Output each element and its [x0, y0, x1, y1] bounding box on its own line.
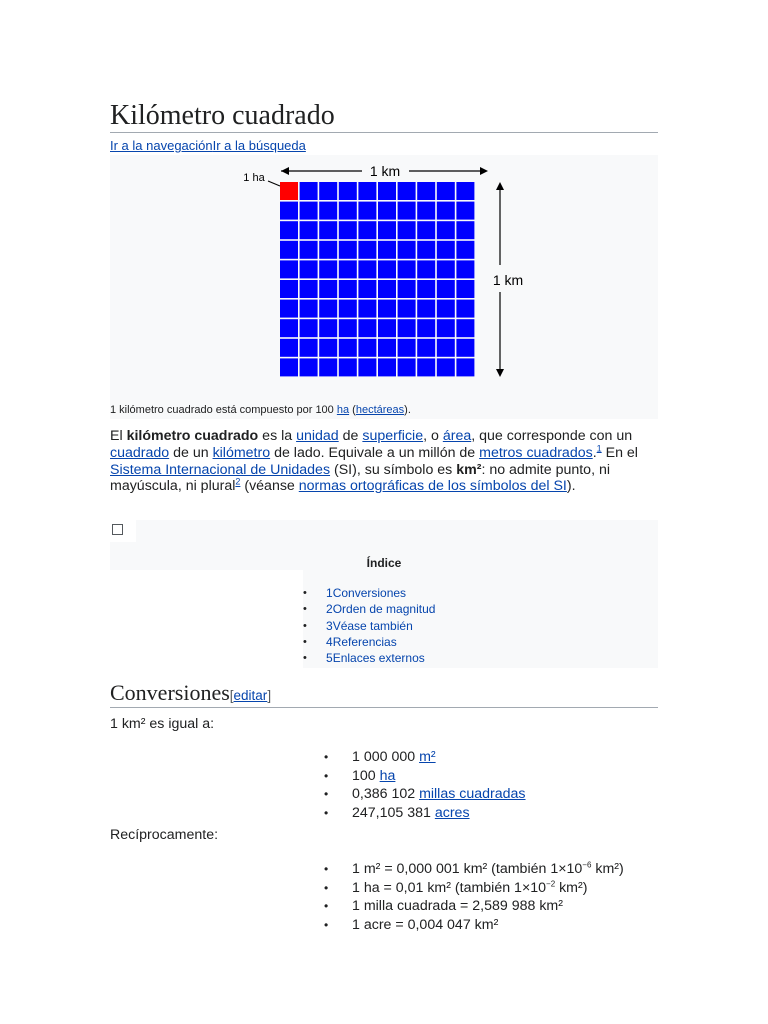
list-item	[324, 748, 526, 767]
hectare-cell	[417, 300, 435, 318]
hectare-cell	[339, 260, 357, 278]
toc-item-referencias[interactable]	[303, 634, 435, 650]
hectare-cell	[300, 300, 318, 318]
hectare-cell	[456, 221, 474, 239]
hectare-cell	[358, 202, 376, 220]
toc-list	[303, 585, 435, 666]
hectare-cell	[358, 241, 376, 259]
hectare-cell	[437, 202, 455, 220]
title-divider	[110, 132, 658, 133]
hectare-cell	[319, 300, 337, 318]
section-divider	[110, 707, 658, 708]
hectare-cell	[339, 221, 357, 239]
hectare-cell	[456, 300, 474, 318]
hectare-cell	[300, 182, 318, 200]
intro-term-bold: kilómetro cuadrado	[126, 428, 259, 444]
intro-text: En el	[601, 444, 638, 461]
hectare-cell	[437, 260, 455, 278]
toc-number: 4	[326, 634, 333, 649]
hectare-cell	[456, 241, 474, 259]
symbol-bold: km²	[456, 461, 482, 478]
hectare-label: 1 ha	[243, 172, 265, 184]
height-arrowhead-bottom	[496, 369, 504, 377]
hectare-cell	[456, 182, 474, 200]
hectare-cell	[319, 202, 337, 220]
caption-text: ).	[404, 404, 411, 416]
hectare-cell	[358, 221, 376, 239]
hectare-cell	[417, 182, 435, 200]
edit-bracket: ]	[267, 688, 272, 703]
kilometro-link[interactable]: kilómetro	[212, 444, 271, 461]
caption-text: 1 kilómetro cuadrado está compuesto por 100	[110, 404, 337, 416]
width-label: 1 km	[369, 163, 401, 179]
figure-caption	[110, 404, 411, 416]
hectare-highlight-cell	[280, 182, 298, 200]
hectare-cell	[378, 260, 396, 278]
section-heading-conversiones	[110, 680, 271, 706]
toc-label[interactable]: Orden de magnitud	[332, 602, 436, 617]
acres-link[interactable]: acres	[434, 805, 470, 822]
hectare-cell	[339, 202, 357, 220]
hectare-pointer	[268, 181, 280, 186]
intro-text: .	[592, 444, 597, 461]
hectare-cell	[456, 358, 474, 376]
hectare-cell	[319, 319, 337, 337]
hectare-cell	[280, 339, 298, 357]
hectare-cell	[417, 260, 435, 278]
hectare-cell	[339, 339, 357, 357]
list-item	[324, 785, 526, 804]
hectare-cell	[398, 182, 416, 200]
table-of-contents	[110, 520, 658, 668]
conversion-list	[324, 748, 526, 823]
intro-text: de lado. Equivale a un millón de	[270, 444, 480, 461]
hectare-cell	[398, 358, 416, 376]
intro-paragraph	[110, 428, 662, 495]
hectare-cell	[378, 280, 396, 298]
hectare-cell	[358, 300, 376, 318]
hectare-grid	[280, 182, 474, 376]
hectare-cell	[300, 280, 318, 298]
hectare-cell	[339, 358, 357, 376]
hectare-cell	[358, 339, 376, 357]
hectare-cell	[378, 221, 396, 239]
hectare-cell	[358, 260, 376, 278]
hectare-cell	[398, 241, 416, 259]
reference-1-link[interactable]: 1	[596, 443, 602, 454]
hectare-cell	[437, 339, 455, 357]
hectare-cell	[437, 221, 455, 239]
hectare-cell	[456, 339, 474, 357]
hectare-cell	[417, 202, 435, 220]
hectare-cell	[319, 241, 337, 259]
hectare-cell	[398, 300, 416, 318]
list-text: 1 m² = 0,000 001 km² (también 1×10	[352, 861, 583, 877]
hectare-cell	[417, 280, 435, 298]
list-value: 1 000 000	[352, 749, 420, 765]
width-arrowhead-right	[480, 167, 488, 175]
list-item	[324, 767, 526, 786]
toc-label[interactable]: Enlaces externos	[332, 651, 425, 666]
caption-hectareas-link[interactable]: hectáreas	[355, 404, 405, 416]
hectare-cell	[300, 339, 318, 357]
intro-text: de un	[169, 444, 213, 461]
normas-si-link[interactable]: normas ortográficas de los símbolos del SI	[298, 478, 567, 495]
hectare-cell	[358, 319, 376, 337]
hectare-cell	[437, 182, 455, 200]
edit-section	[230, 688, 271, 703]
hectare-cell	[358, 358, 376, 376]
toc-checkbox-icon[interactable]	[112, 524, 123, 535]
list-value: 100	[352, 767, 380, 784]
intro-text: El	[110, 428, 127, 444]
intro-text: , que corresponde con un	[471, 428, 633, 444]
hectare-cell	[398, 202, 416, 220]
hectare-cell	[456, 280, 474, 298]
caption-ha-link[interactable]: ha	[336, 404, 350, 416]
hectare-cell	[398, 221, 416, 239]
hectare-cell	[378, 182, 396, 200]
list-text: km²)	[555, 879, 588, 896]
list-item	[324, 804, 526, 823]
hectare-cell	[378, 241, 396, 259]
hectare-cell	[398, 339, 416, 357]
hectare-cell	[437, 280, 455, 298]
hectare-cell	[456, 202, 474, 220]
hectare-cell	[280, 319, 298, 337]
unidad-link[interactable]: unidad	[296, 428, 339, 444]
skip-links	[110, 138, 306, 153]
toc-number: 5	[326, 651, 333, 666]
intro-text: de	[338, 428, 363, 444]
equal-text: 1 km² es igual a:	[110, 716, 215, 732]
m2-link[interactable]: m²	[419, 749, 436, 765]
intro-text: , o	[423, 428, 443, 444]
hectare-cell	[339, 182, 357, 200]
caption-text: (	[349, 404, 356, 416]
hectare-cell	[280, 260, 298, 278]
hectare-cell	[358, 280, 376, 298]
km2-figure	[110, 155, 658, 419]
millas-cuadradas-link[interactable]: millas cuadradas	[419, 786, 526, 803]
hectare-cell	[300, 202, 318, 220]
hectare-cell	[378, 358, 396, 376]
toc-label[interactable]: Referencias	[332, 634, 397, 649]
hectare-cell	[319, 221, 337, 239]
toc-item-enlaces-externos[interactable]	[303, 650, 435, 666]
reciprocal-text: Recíprocamente:	[110, 827, 219, 843]
km2-diagram	[110, 155, 658, 419]
list-text: km²)	[591, 861, 624, 877]
hectare-cell	[319, 182, 337, 200]
skip-to-search-link[interactable]: Ir a la búsqueda	[212, 138, 306, 153]
hectare-cell	[319, 280, 337, 298]
list-value: 0,386 102	[352, 786, 420, 803]
hectare-cell	[437, 319, 455, 337]
superficie-link[interactable]: superficie	[362, 428, 424, 444]
page-title: Kilómetro cuadrado	[110, 100, 335, 131]
hectare-cell	[398, 260, 416, 278]
hectare-cell	[300, 221, 318, 239]
hectare-cell	[300, 241, 318, 259]
hectare-cell	[437, 300, 455, 318]
hectare-cell	[280, 280, 298, 298]
width-arrowhead-left	[281, 167, 289, 175]
list-item	[324, 879, 624, 898]
list-item	[324, 860, 624, 879]
hectare-cell	[319, 260, 337, 278]
hectare-cell	[456, 319, 474, 337]
hectare-cell	[319, 358, 337, 376]
intro-text: ).	[566, 478, 576, 495]
list-value: 247,105 381	[352, 805, 435, 822]
toc-gap	[110, 570, 303, 668]
toc-item-vease-tambien[interactable]	[303, 618, 435, 634]
height-arrowhead-top	[496, 182, 504, 190]
hectare-cell	[300, 319, 318, 337]
hectare-cell	[378, 300, 396, 318]
area-link[interactable]: área	[442, 428, 472, 444]
section-heading-text: Conversiones	[110, 680, 230, 705]
reference-2-link[interactable]: 2	[235, 476, 241, 487]
hectare-cell	[339, 280, 357, 298]
hectare-cell	[319, 339, 337, 357]
hectare-cell	[339, 300, 357, 318]
toc-title: Índice	[366, 556, 402, 570]
toc-number: 2	[326, 602, 333, 617]
ha-link[interactable]: ha	[379, 767, 396, 784]
toc-item-conversiones[interactable]	[303, 585, 435, 601]
list-text: 1 acre = 0,004 047 km²	[352, 917, 499, 934]
metros-cuadrados-link[interactable]: metros cuadrados	[479, 444, 593, 461]
hectare-cell	[358, 182, 376, 200]
list-text: 1 ha = 0,01 km² (también 1×10	[352, 879, 547, 896]
intro-text: (véanse	[240, 478, 299, 495]
hectare-cell	[378, 319, 396, 337]
hectare-cell	[280, 202, 298, 220]
hectare-cell	[280, 221, 298, 239]
hectare-cell	[398, 319, 416, 337]
toc-number: 3	[326, 618, 333, 633]
hectare-cell	[339, 241, 357, 259]
cuadrado-link[interactable]: cuadrado	[110, 444, 170, 461]
si-link[interactable]: Sistema Internacional de Unidades	[110, 461, 331, 478]
hectare-cell	[417, 319, 435, 337]
hectare-cell	[417, 339, 435, 357]
hectare-cell	[437, 241, 455, 259]
reciprocal-list	[324, 860, 624, 935]
toc-number: 1	[326, 586, 333, 600]
exponent: −2	[546, 878, 556, 888]
intro-text: (SI), su símbolo es	[330, 461, 457, 478]
intro-text: es la	[258, 428, 297, 444]
hectare-cell	[300, 358, 318, 376]
hectare-cell	[437, 358, 455, 376]
hectare-cell	[378, 202, 396, 220]
intro-text: : no admite punto, ni mayúscula, ni plural	[110, 461, 610, 495]
edit-section-link[interactable]: editar	[233, 688, 268, 703]
edit-bracket: [	[229, 688, 234, 703]
toc-item-orden-magnitud[interactable]	[303, 601, 435, 617]
hectare-cell	[417, 358, 435, 376]
skip-to-navigation-link[interactable]: Ir a la navegación	[110, 138, 213, 153]
hectare-cell	[456, 260, 474, 278]
list-item	[324, 916, 624, 935]
list-text: 1 milla cuadrada = 2,589 988 km²	[352, 898, 563, 915]
hectare-cell	[417, 221, 435, 239]
height-label: 1 km	[492, 272, 524, 288]
hectare-cell	[280, 358, 298, 376]
exponent: −6	[582, 860, 592, 870]
toc-toggle[interactable]	[110, 520, 136, 542]
toc-label[interactable]: Conversiones	[332, 586, 407, 600]
list-item	[324, 897, 624, 916]
hectare-cell	[339, 319, 357, 337]
hectare-cell	[300, 260, 318, 278]
hectare-cell	[280, 241, 298, 259]
hectare-cell	[378, 339, 396, 357]
hectare-cell	[280, 300, 298, 318]
hectare-cell	[398, 280, 416, 298]
hectare-cell	[417, 241, 435, 259]
toc-label[interactable]: Véase también	[332, 618, 413, 633]
